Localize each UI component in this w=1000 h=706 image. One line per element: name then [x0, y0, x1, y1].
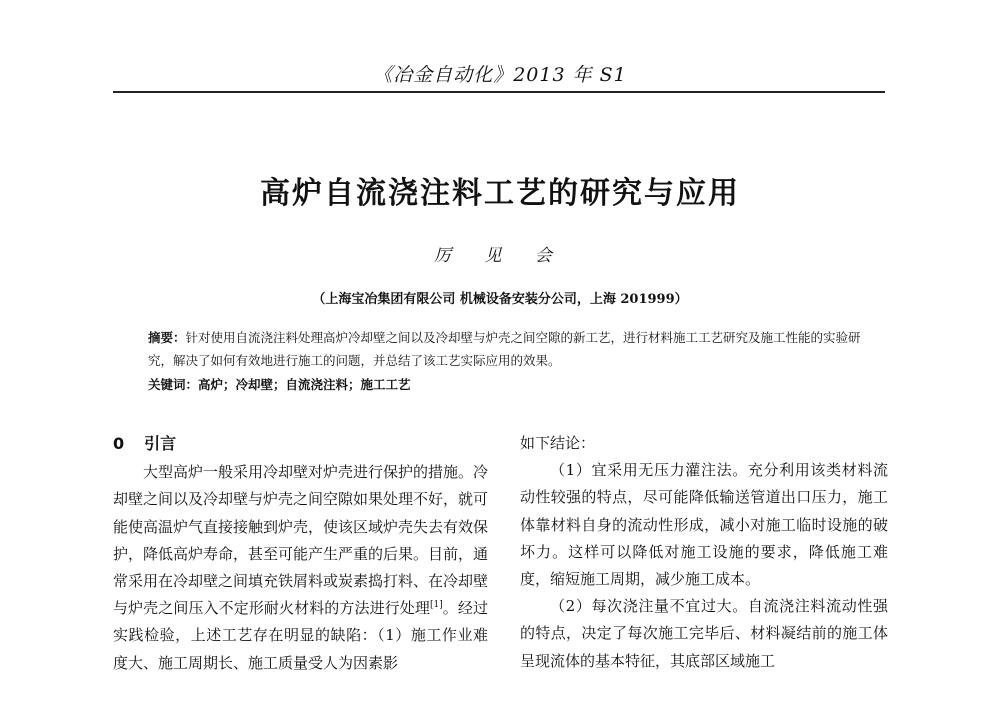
citation-ref[interactable]: [1] [429, 600, 443, 611]
section-number: 0 [113, 434, 125, 453]
conclusion-item-1: （1）宜采用无压力灌注法。充分利用该类材料流动性较强的特点，尽可能降低输送管道出口压力，施工体靠材料自身的流动性形成，减小对施工临时设施的破坏力。这样可以降低对施工设施的要求，降低施工难度，缩短施工周期，减少施工成本。 [520, 461, 888, 589]
right-column [520, 430, 888, 675]
conclusion-intro: 如下结论： [520, 434, 596, 452]
author-name: 厉 见 会 [434, 246, 566, 266]
keywords-text: 高炉；冷却壁；自流浇注料；施工工艺 [198, 377, 411, 392]
intro-paragraph [113, 459, 488, 677]
author-affiliation: （上海宝冶集团有限公司 机械设备安装分公司，上海 201999） [312, 292, 688, 307]
conclusion-item-2: （2）每次浇注量不宜过大。自流浇注料流动性强的特点，决定了每次施工完毕后、材料凝结前的施工体呈现流体的基本特征，其底部区域施工 [520, 597, 888, 670]
left-column [113, 430, 488, 677]
journal-header: 《冶金自动化》2013 年 S1 [373, 64, 627, 86]
intro-paragraph-tail: 。经过实践检验，上述工艺存在明显的缺陷：（1）施工作业难度大、施工周期长、施工质量受人为因素影 [113, 599, 488, 672]
abstract [148, 326, 868, 372]
abstract-label: 摘要： [148, 330, 186, 345]
keywords-label: 关键词： [148, 377, 199, 392]
abstract-text: 针对使用自流浇注料处理高炉冷却壁之间以及冷却壁与炉壳之间空隙的新工艺，进行材料施工工艺研究及施工性能的实验研究，解决了如何有效地进行施工的问题，并总结了该工艺实际应用的效果。 [148, 330, 861, 368]
keywords [148, 373, 868, 396]
header-rule [113, 91, 885, 93]
section-title: 引言 [144, 434, 177, 453]
intro-paragraph-text: 大型高炉一般采用冷却壁对炉壳进行保护的措施。冷却壁之间以及冷却壁与炉壳之间空隙如果处理不好，就可能使高温炉气直接接触到炉壳，使该区域炉壳失去有效保护，降低高炉寿命，甚至可能产生严重的后果。目前，通常采用在冷却壁之间填充铁屑料或炭素捣打料、在冷却壁与炉壳之间压入不定形耐火材料的方法进行处理 [113, 463, 489, 618]
article-title: 高炉自流浇注料工艺的研究与应用 [260, 176, 740, 211]
section-heading [113, 430, 488, 457]
